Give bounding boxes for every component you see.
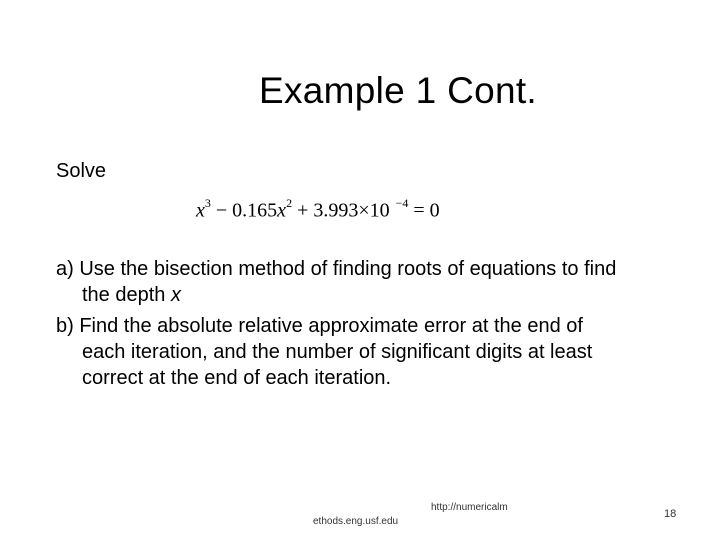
depth-variable: x [170, 284, 181, 306]
solve-label: Solve [56, 160, 107, 182]
task-a-line-1: a) Use the bisection method of finding roots of equations to find [56, 258, 617, 280]
task-b-line-2: each iteration, and the number of significant digits at least [82, 341, 593, 363]
task-b-line-3: correct at the end of each iteration. [82, 367, 392, 389]
equation-exponent-2: 2 [286, 196, 293, 210]
footer-url-part-2: http://numericalm [431, 502, 508, 513]
equation-var-1: x [196, 199, 205, 222]
equation [196, 198, 440, 223]
slide-title: Example 1 Cont. [258, 70, 538, 111]
equation-rhs: = 0 [408, 199, 440, 222]
equation-exponent-3: −4 [395, 196, 409, 210]
equation-exponent-1: 3 [204, 196, 211, 210]
footer-url-part-1: ethods.eng.usf.edu [313, 516, 399, 527]
equation-var-2: x [277, 199, 287, 222]
task-a-line-2-text: the depth [82, 284, 171, 306]
task-item-a [56, 256, 696, 308]
equation-term-2: + 3.993×10 [292, 199, 390, 222]
page-number: 18 [664, 508, 677, 520]
task-a-line-2 [56, 282, 696, 308]
task-item-b [56, 313, 696, 391]
task-b-line-1: b) Find the absolute relative approximate error at the end of [56, 315, 583, 337]
equation-term-1: − 0.165 [210, 199, 278, 222]
